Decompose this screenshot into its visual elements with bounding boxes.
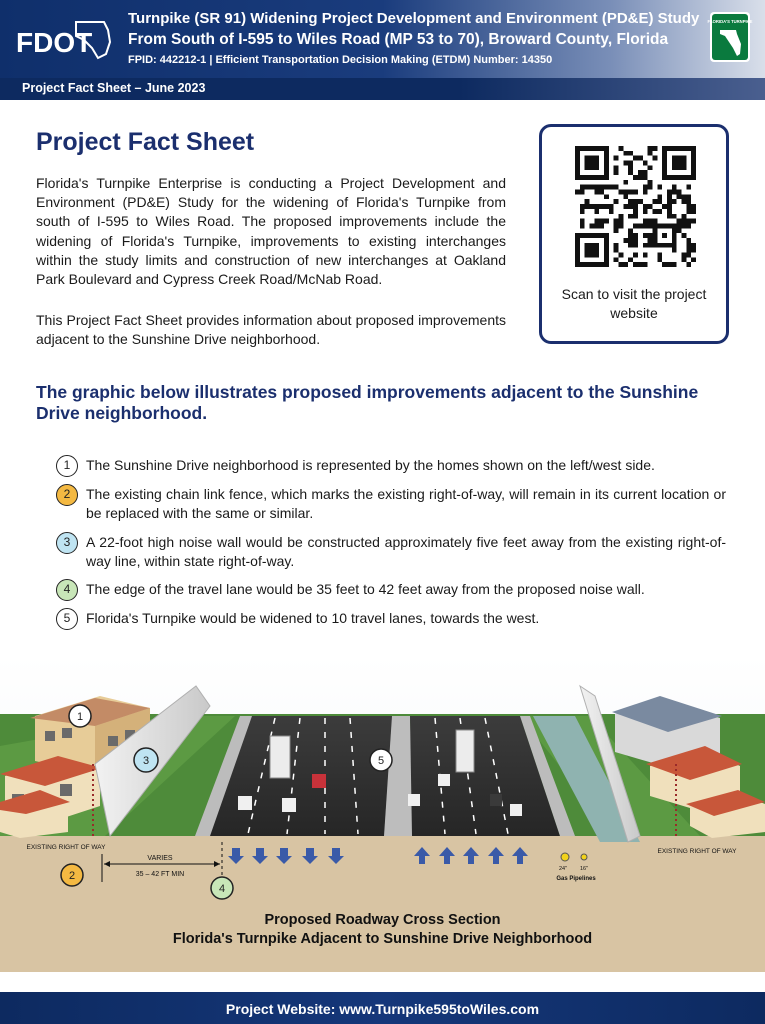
qr-caption: Scan to visit the project website [561, 286, 707, 321]
svg-text:2: 2 [68, 870, 76, 882]
callout-3 [134, 748, 158, 772]
page-title: Project Fact Sheet [36, 128, 255, 156]
number-badge: 2 [56, 484, 78, 506]
list-item-text: A 22-foot high noise wall would be constructed approximately five feet away from the existing right-of-way line, within state right-of-way. [86, 534, 726, 569]
list-item-text: The edge of the travel lane would be 35 feet to 42 feet away from the proposed noise wall. [86, 581, 645, 597]
header-fpid-line: FPID: 442212-1 | Efficient Transportation Decision Making (ETDM) Number: 14350 [128, 54, 553, 66]
illustration-caption-subtitle: Florida's Turnpike Adjacent to Sunshine Drive Neighborhood [172, 931, 593, 947]
number-badge: 3 [56, 532, 78, 554]
callout-2 [61, 864, 83, 886]
list-item [56, 609, 726, 628]
subheader-bar [0, 78, 765, 100]
callout-5 [370, 749, 392, 771]
graphic-heading: The graphic below illustrates proposed improvements adjacent to the Sunshine Drive neighborhood. [36, 382, 699, 423]
qr-code[interactable] [575, 146, 696, 267]
list-item [56, 485, 726, 523]
pipe-size-16: 16" [579, 866, 589, 872]
pipe-size-24: 24" [558, 866, 568, 872]
fdot-logo-text: FDOT [16, 27, 93, 58]
project-website-link[interactable]: Project Website: www.Turnpike595toWiles.com [225, 1001, 540, 1017]
svg-text:1: 1 [76, 711, 84, 723]
gas-pipeline-16 [581, 854, 587, 860]
list-item-text: Florida's Turnpike would be widened to 10 travel lanes, towards the west. [86, 610, 540, 626]
page-header [0, 0, 765, 78]
gas-pipeline-24 [561, 853, 569, 861]
header-title-line2: From South of I-595 to Wiles Road (MP 53 to 70), Broward County, Florida [128, 31, 669, 48]
svg-text:5: 5 [377, 755, 385, 767]
qr-code-box[interactable] [539, 124, 729, 344]
number-badge: 4 [56, 579, 78, 601]
svg-text:4: 4 [218, 883, 226, 895]
florida-turnpike-logo [707, 12, 753, 62]
existing-row-label-right: EXISTING RIGHT OF WAY [657, 848, 737, 855]
list-item [56, 533, 726, 571]
fdot-logo [14, 16, 114, 62]
intro-paragraph: Florida's Turnpike Enterprise is conducting a Project Development and Environment (PD&E) Study for the widening of Florida's Turnpike from south of I-595 to Wiles Road. The proposed improvements include the widening of Florida's Turnpike, improvements to existing interchanges within the study limits and construction of new interchanges at Oakland Park Boulevard and Cypress Creek Road/McNab Road. [36, 175, 506, 288]
svg-text:3: 3 [142, 755, 150, 767]
turnpike-logo-text: FLORIDA'S TURNPIKE [707, 19, 753, 24]
soil-section [0, 836, 765, 972]
list-item-text: The Sunshine Drive neighborhood is represented by the homes shown on the left/west side. [86, 457, 655, 473]
varies-label: VARIES [147, 855, 173, 862]
subheader-label: Project Fact Sheet – June 2023 [22, 81, 206, 95]
list-item [56, 456, 726, 475]
distance-label: 35 – 42 FT MIN [135, 871, 185, 878]
number-badge: 1 [56, 455, 78, 477]
callout-4 [211, 877, 233, 899]
list-item-text: The existing chain link fence, which marks the existing right-of-way, will remain in its current location or be replaced with the same or similar. [86, 486, 726, 521]
intro-paragraph-2: This Project Fact Sheet provides information about proposed improvements adjacent to the Sunshine Drive neighborhood. [36, 312, 506, 348]
callout-1 [69, 705, 91, 727]
existing-row-label-left: EXISTING RIGHT OF WAY [26, 844, 106, 851]
number-badge: 5 [56, 608, 78, 630]
header-title-line1: Turnpike (SR 91) Widening Project Development and Environment (PD&E) Study [128, 10, 700, 27]
illustration-caption-title: Proposed Roadway Cross Section [264, 912, 501, 928]
gas-pipelines-label: Gas Pipelines [556, 876, 596, 882]
list-item [56, 580, 726, 599]
page-footer [0, 992, 765, 1024]
